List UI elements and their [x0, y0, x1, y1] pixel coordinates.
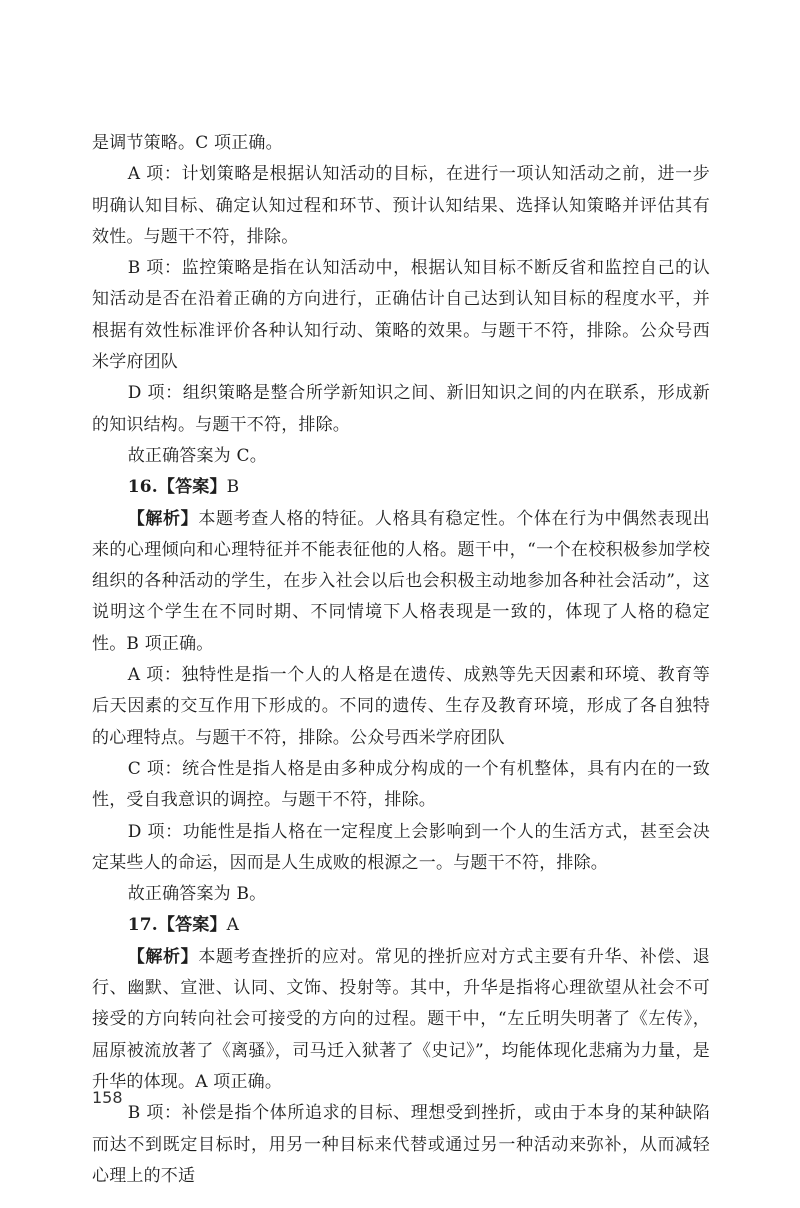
paragraph-answer-16: 故正确答案为 B。	[127, 884, 267, 905]
paragraph-option-b-compensation: B 项：补偿是指个体所追求的目标、理想受到挫折，或由于本身的某种缺陷而达不到既定目标时，用另一种目标来代替或通过另一种活动来弥补，从而减轻心理上的不适	[92, 1103, 710, 1186]
paragraph-section-c-conclusion: 是调节策略。C 项正确。	[92, 133, 283, 153]
paragraph-answer-15: 故正确答案为 C。	[127, 445, 267, 466]
answer-label: 16.【答案】	[127, 477, 227, 498]
paragraph-option-b-monitoring-strategy: B 项：监控策略是指在认知活动中，根据认知目标不断反省和监控自己的认知活动是否在沿着正确的方向进行，正确估计自己达到认知目标的程度水平，并根据有效性标准评价各种认知行动、策略的效果。与题干不符，排除。公众号西米学府团队	[92, 258, 710, 373]
question-17-answer: 17.【答案】A	[127, 915, 240, 936]
analysis-label: 【解析】	[127, 946, 199, 967]
answer-explanation-text	[92, 128, 710, 1192]
paragraph-option-c-integration: C 项：统合性是指人格是由多种成分构成的一个有机整体，具有内在的一致性，受自我意识的调控。与题干不符，排除。	[92, 758, 710, 811]
paragraph-option-d-organization-strategy: D 项：组织策略是整合所学新知识之间、新旧知识之间的内在联系，形成新的知识结构。与题干不符，排除。	[92, 383, 710, 435]
question-16-analysis: 【解析】本题考查人格的特征。人格具有稳定性。个体在行为中偶然表现出来的心理倾向和心理特征并不能表征他的人格。题干中，“一个在校积极参加学校组织的各种活动的学生，在步入社会以后也会积极主动地参加各种社会活动”，这说明这个学生在不同时期、不同情境下人格表现是一致的，体现了人格的稳定性。B 项正确。	[92, 508, 710, 654]
paragraph-option-a-uniqueness: A 项：独特性是指一个人的人格是在遗传、成熟等先天因素和环境、教育等后天因素的交互作用下形成的。不同的遗传、生存及教育环境，形成了各自独特的心理特点。与题干不符，排除。公众号西米学府团队	[92, 665, 710, 748]
paragraph-option-d-function: D 项：功能性是指人格在一定程度上会影响到一个人的生活方式，甚至会决定某些人的命运，因而是人生成败的根源之一。与题干不符，排除。	[92, 821, 710, 873]
paragraph-option-a-planning-strategy: A 项：计划策略是根据认知活动的目标，在进行一项认知活动之前，进一步明确认知目标、确定认知过程和环节、预计认知结果、选择认知策略并评估其有效性。与题干不符，排除。	[92, 164, 710, 247]
question-16-answer: 16.【答案】B	[127, 477, 240, 498]
question-17-analysis: 【解析】本题考查挫折的应对。常见的挫折应对方式主要有升华、补偿、退行、幽默、宣泄、认同、文饰、投射等。其中，升华是指将心理欲望从社会不可接受的方向转向社会可接受的方向的过程。题干中，“左丘明失明著了《左传》，屈原被流放著了《离骚》，司马迁入狱著了《史记》”，均能体现化悲痛为力量，是升华的体现。A 项正确。	[92, 946, 710, 1092]
page-number: 158	[92, 1088, 123, 1107]
analysis-label: 【解析】	[127, 508, 199, 529]
answer-label: 17.【答案】	[127, 915, 227, 936]
